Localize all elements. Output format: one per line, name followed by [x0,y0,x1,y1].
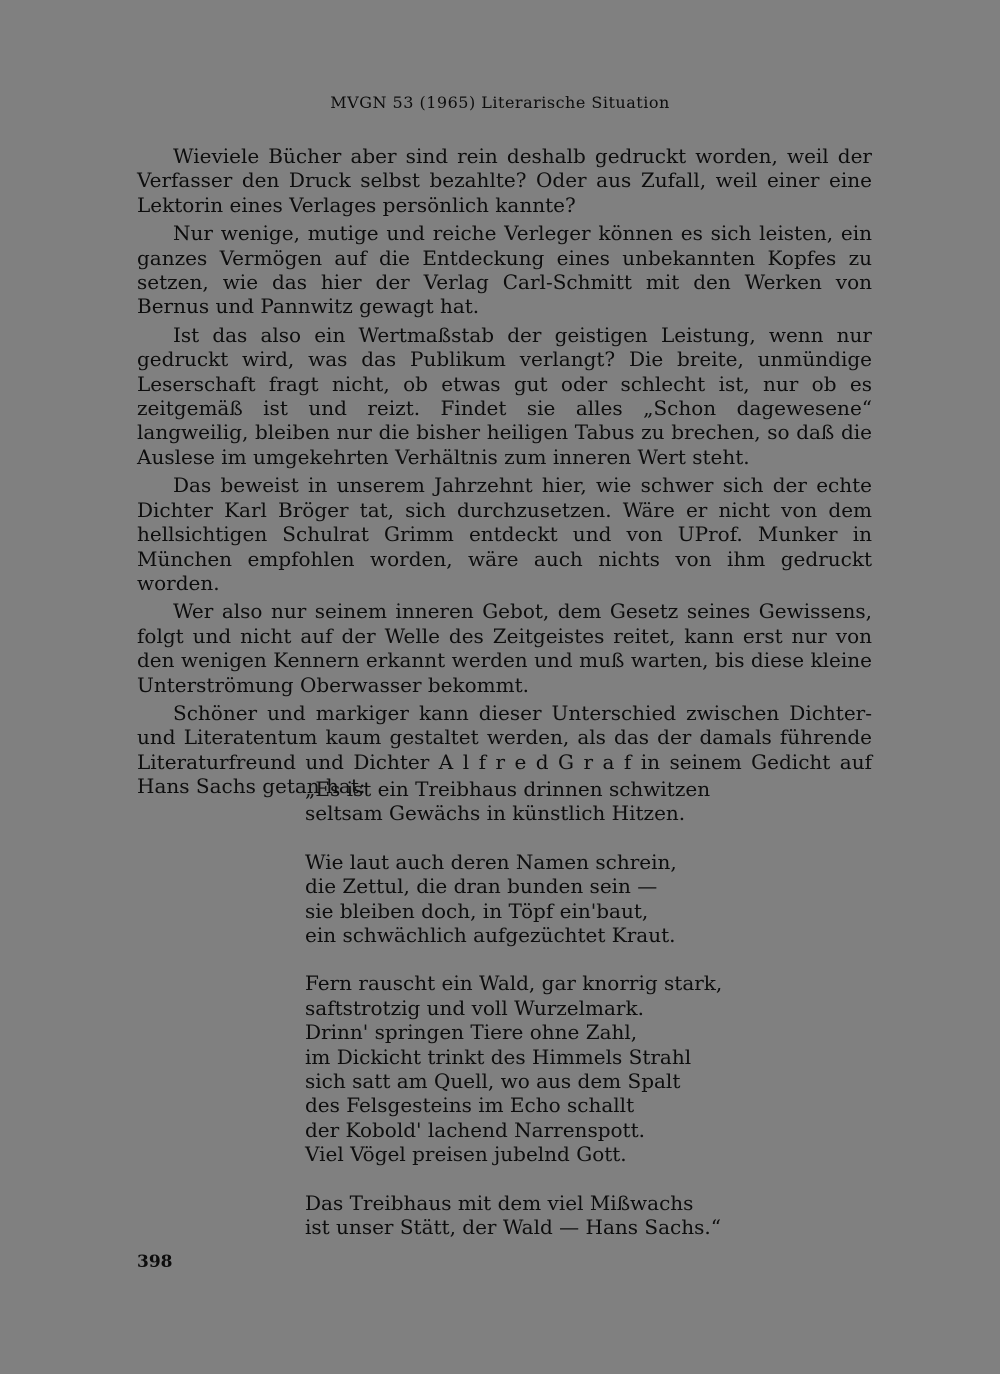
paragraph: Das beweist in unserem Jahrzehnt hier, wie schwer sich der echte Dichter Karl Bröger tat, sich durchzusetzen. Wäre er nicht von dem hellsichtigen Schulrat Grimm entdeckt und von UProf. Munker in München empfohlen worden, wäre auch nichts von ihm gedruckt worden. [137,473,872,595]
paragraph: Wieviele Bücher aber sind rein deshalb gedruckt worden, weil der Verfasser den Druck selbst bezahlte? Oder aus Zufall, weil einer eine Lektorin eines Verlages persönlich kannte? [137,144,872,217]
poem-line: ist unser Stätt, der Wald — Hans Sachs.“ [305,1215,721,1240]
poem-stanza [305,971,725,1166]
paragraph: Schöner und markiger kann dieser Unterschied zwischen Dichter- und Literatentum kaum gestaltet werden, als das der damals führende Literaturfreund und Dichter A l f r e d G r a f in seinem Gedicht auf Hans Sachs getan hat: [137,700,872,799]
poem-line: sich satt am Quell, wo aus dem Spalt [305,1069,681,1094]
poem-line: Viel Vögel preisen jubelnd Gott. [305,1142,627,1167]
poem-line: des Felsgesteins im Echo schallt [305,1093,635,1118]
poem-line: ein schwächlich aufgezüchtet Kraut. [305,923,676,948]
paragraph: Nur wenige, mutige und reiche Verleger können es sich leisten, ein ganzes Vermögen auf die Entdeckung eines unbekannten Kopfes zu setzen, wie das hier der Verlag Carl-Schmitt mit den Werken von Bernus und Pannwitz gewagt hat. [137,221,872,319]
poem-line: saftstrotzig und voll Wurzelmark. [305,995,644,1020]
poem-line: seltsam Gewächs in künstlich Hitzen. [305,801,686,826]
poem-stanza [305,777,725,826]
running-head: MVGN 53 (1965) Literarische Situation [330,93,670,112]
page-number: 398 [137,1252,173,1272]
poem [305,777,725,1264]
poem-line: Wie laut auch deren Namen schrein, [305,849,677,874]
paragraph: Ist das also ein Wertmaßstab der geistigen Leistung, wenn nur gedruckt wird, was das Publikum verlangt? Die breite, unmündige Leserschaft fragt nicht, ob etwas gut oder schlecht ist, nur ob es zeitgemäß ist und reizt. Findet sie alles „Schon dagewesene“ langweilig, bleiben nur die bisher heiligen Tabus zu brechen, so daß die Auslese im umgekehrten Verhältnis zum inneren Wert steht. [137,322,872,469]
body-text [137,144,872,803]
poem-line: Das Treibhaus mit dem viel Mißwachs [305,1190,694,1215]
poem-line: „Es ist ein Treibhaus drinnen schwitzen [305,777,711,801]
paragraph: Wer also nur seinem inneren Gebot, dem Gesetz seines Gewissens, folgt und nicht auf der Welle des Zeitgeistes reitet, kann erst nur von den wenigen Kennern erkannt werden und muß warten, bis diese kleine Unterströmung Oberwasser bekommt. [137,599,872,697]
poem-stanza [305,850,725,948]
poem-line: im Dickicht trinkt des Himmels Strahl [305,1044,692,1069]
poem-line: Drinn' springen Tiere ohne Zahl, [305,1020,638,1045]
poem-line: Fern rauscht ein Wald, gar knorrig stark, [305,971,723,996]
poem-line: die Zettul, die dran bunden sein — [305,874,658,899]
poem-line: der Kobold' lachend Narrenspott. [305,1117,645,1142]
poem-stanza [305,1191,725,1240]
poem-line: sie bleiben doch, in Töpf ein'baut, [305,898,649,923]
